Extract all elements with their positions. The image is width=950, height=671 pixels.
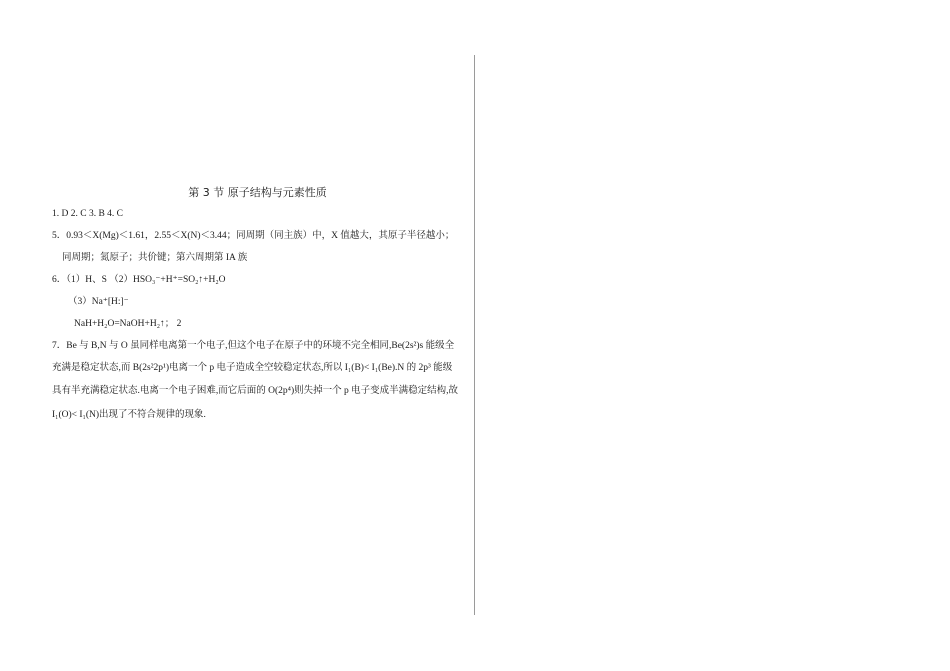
section-title: 第 3 节 原子结构与元素性质 — [188, 186, 327, 199]
answer-line-7: 7．Be 与 B,N 与 O 虽同样电离第一个电子,但这个电子在原子中的环境不完全相同,Be(2s²)s 能级全 — [52, 341, 455, 351]
answer-line-4: 6．（1）H、S （2）HSO₃⁻+H⁺=SO₂↑+H₂O — [52, 275, 226, 285]
page-divider — [474, 55, 475, 615]
answer-line-5: （3）Na⁺[H:]⁻ — [68, 297, 129, 307]
answer-line-10: I₁(O)< I₁(N)出现了不符合规律的现象. — [52, 410, 206, 420]
answer-line-8: 充满是稳定状态,而 B(2s²2p¹)电离一个 p 电子造成全空较稳定状态,所以 I₁(B)< I₁(Be).N 的 2p³ 能级 — [52, 363, 453, 373]
answer-line-9: 具有半充满稳定状态.电离一个电子困难,而它后面的 O(2p⁴)则失掉一个 p 电子变成半满稳定结构,故 — [52, 386, 459, 396]
answer-line-2: 5．0.93＜X(Mg)＜1.61，2.55＜X(N)＜3.44；同周期（同主族）中，X 值越大，其原子半径越小； — [52, 231, 455, 241]
answer-line-6: NaH+H₂O=NaOH+H₂↑； 2 — [74, 319, 182, 329]
answer-line-1: 1. D 2. C 3. B 4. C — [52, 209, 123, 219]
answer-line-3: 同周期；氮原子；共价键；第六周期第 IA 族 — [62, 253, 248, 263]
